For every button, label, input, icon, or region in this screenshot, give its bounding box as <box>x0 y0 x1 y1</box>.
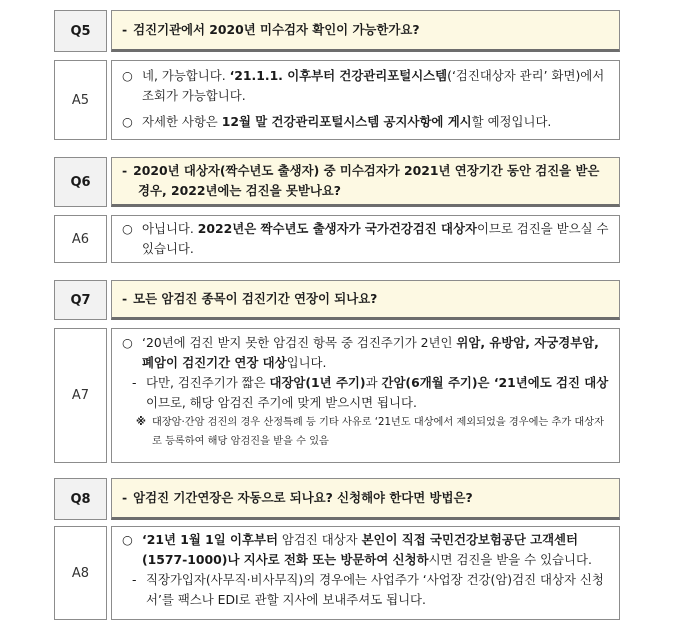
answer-label: A7 <box>54 328 107 463</box>
answer-row-a7 <box>54 328 620 463</box>
question-row-q8 <box>54 478 620 520</box>
question-row-q5 <box>54 10 620 52</box>
question-label: Q6 <box>54 157 107 207</box>
answer-text-box <box>111 526 620 620</box>
question-label: Q8 <box>54 478 107 520</box>
answer-paragraph: ○ 자세한 사항은 12월 말 건강관리포털시스템 공지사항에 게시할 예정입니다. <box>122 112 609 132</box>
question-text: 모든 암검진 종목이 검진기간 연장이 되나요? <box>133 291 378 306</box>
question-text-box <box>111 280 620 320</box>
question-text: 검진기관에서 2020년 미수검자 확인이 가능한가요? <box>133 22 420 37</box>
answer-paragraph: ○ 아닙니다. 2022년은 짝수년도 출생자가 국가건강검진 대상자이므로 검진을 받으실 수 있습니다. <box>122 221 609 256</box>
question-row-q7 <box>54 280 620 320</box>
answer-label: A5 <box>54 60 107 140</box>
question-text-box <box>111 10 620 52</box>
circle-bullet: ○ <box>122 532 133 547</box>
answer-row-a8 <box>54 526 620 620</box>
answer-text-box <box>111 328 620 463</box>
answer-label: A8 <box>54 526 107 620</box>
dash-bullet: - <box>122 163 128 178</box>
question-label: Q5 <box>54 10 107 52</box>
answer-row-a5 <box>54 60 620 140</box>
circle-bullet: ○ <box>122 68 133 83</box>
circle-bullet: ○ <box>122 114 133 129</box>
note-mark: ※ <box>136 417 146 428</box>
answer-sub-item: - 다만, 검진주기가 짧은 대장암(1년 주기)과 간암(6개월 주기)은 ‘21년에도 검진 대상이므로, 해당 암검진 주기에 맞게 받으시면 됩니다. <box>132 375 609 410</box>
answer-note: ※ 대장암·간암 검진의 경우 산정특례 등 기타 사유로 ‘21년도 대상에서 제외되었을 경우에는 추가 대상자로 등록하여 해당 암검진을 받을 수 있음 <box>122 413 609 451</box>
circle-bullet: ○ <box>122 335 133 350</box>
circle-bullet: ○ <box>122 221 133 236</box>
answer-paragraph: ○ ‘21년 1월 1일 이후부터 암검진 대상자 본인이 직접 국민건강보험공단 고객센터(1577-1000)나 지사로 전화 또는 방문하여 신청하시면 검진을 받을 수 있습니다. <box>122 532 592 567</box>
answer-paragraph: ○ 네, 가능합니다. ‘21.1.1. 이후부터 건강관리포털시스템(‘검진대상자 관리’ 화면)에서 조회가 가능합니다. <box>122 68 605 103</box>
answer-row-a6 <box>54 215 620 263</box>
dash-bullet: - <box>122 22 128 37</box>
dash-bullet: - <box>132 572 137 587</box>
question-text-box <box>111 478 620 520</box>
answer-paragraph: ○ ‘20년에 검진 받지 못한 암검진 항목 중 검진주기가 2년인 위암, 유방암, 자궁경부암, 폐암이 검진기간 연장 대상입니다. <box>122 335 599 370</box>
question-row-q6 <box>54 157 620 207</box>
question-text: 2020년 대상자(짝수년도 출생자) 중 미수검자가 2021년 연장기간 동안 검진을 받은 경우, 2022년에는 검진을 못받나요? <box>133 163 600 198</box>
dash-bullet: - <box>132 375 137 390</box>
answer-sub-item: - 직장가입자(사무직·비사무직)의 경우에는 사업주가 ‘사업장 건강(암)검진 대상자 신청서’를 팩스나 EDI로 관할 지사에 보내주셔도 됩니다. <box>132 572 604 607</box>
answer-text-box <box>111 60 620 140</box>
question-text-box <box>111 157 620 207</box>
question-label: Q7 <box>54 280 107 320</box>
question-text: 암검진 기간연장은 자동으로 되나요? 신청해야 한다면 방법은? <box>133 490 473 505</box>
answer-label: A6 <box>54 215 107 263</box>
answer-text-box <box>111 215 620 263</box>
dash-bullet: - <box>122 490 128 505</box>
dash-bullet: - <box>122 291 128 306</box>
